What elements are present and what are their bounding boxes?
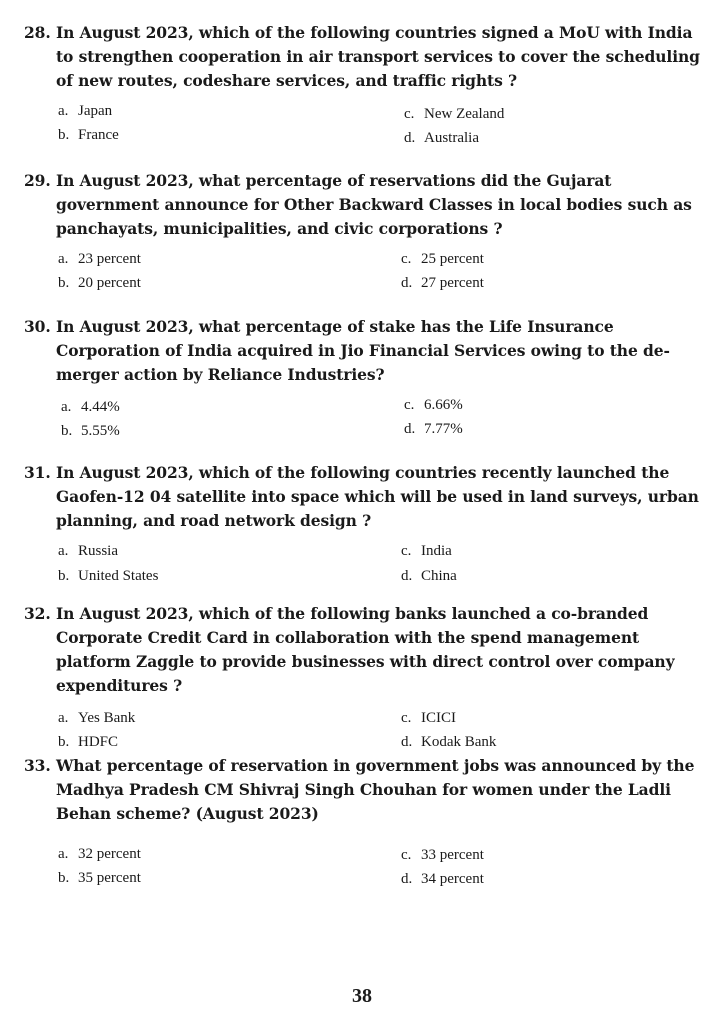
option-text: 5.55%	[81, 423, 120, 439]
question-text	[24, 21, 700, 93]
option-b	[58, 566, 158, 586]
option-letter: b.	[58, 568, 70, 584]
option-letter: c.	[404, 106, 415, 122]
option-b	[58, 125, 119, 145]
option-c	[404, 395, 463, 415]
option-letter: b.	[61, 423, 73, 439]
question-text	[24, 169, 700, 241]
option-letter: a.	[58, 251, 69, 267]
option-text: 27 percent	[421, 275, 484, 291]
option-letter: c.	[401, 251, 412, 267]
question-31	[24, 461, 700, 591]
option-b	[58, 732, 118, 752]
option-b	[61, 421, 120, 441]
option-text: 33 percent	[421, 847, 484, 863]
option-letter: a.	[58, 543, 69, 559]
option-a	[61, 397, 120, 417]
answer-options	[24, 541, 700, 591]
answer-options	[24, 706, 700, 756]
page-number: 38	[352, 985, 372, 1007]
option-text: India	[421, 543, 452, 559]
option-text: 35 percent	[78, 870, 141, 886]
answer-options	[24, 249, 700, 299]
option-a	[58, 844, 141, 864]
option-d	[401, 869, 484, 889]
option-text: China	[421, 568, 457, 584]
option-letter: a.	[61, 399, 72, 415]
option-letter: b.	[58, 734, 70, 750]
question-text	[24, 602, 700, 698]
option-text: HDFC	[78, 734, 119, 750]
option-letter: b.	[58, 870, 70, 886]
question-body: In August 2023, what percentage of stake has the Life Insurance Corporation of India acquired in Jio Financial Services owing to the de-merger action by Reliance Industries?	[56, 317, 670, 384]
option-a	[58, 708, 135, 728]
option-text: 25 percent	[421, 251, 484, 267]
option-letter: c.	[401, 847, 412, 863]
option-text: ICICI	[421, 710, 456, 726]
option-text: Kodak Bank	[421, 734, 497, 750]
option-d	[401, 566, 457, 586]
option-c	[401, 845, 484, 865]
question-body: In August 2023, which of the following countries signed a MoU with India to strengthen cooperation in air transport services to cover the scheduling of new routes, codeshare services, and traffic rights ?	[56, 23, 700, 90]
answer-options	[24, 395, 700, 445]
question-number: 33.	[24, 756, 51, 775]
option-letter: d.	[401, 568, 413, 584]
question-number: 28.	[24, 23, 51, 42]
question-body: In August 2023, what percentage of reservations did the Gujarat government announce for Other Backward Classes in local bodies such as panchayats, municipalities, and civic corporations ?	[56, 171, 692, 238]
option-letter: c.	[401, 543, 412, 559]
option-d	[404, 128, 479, 148]
option-c	[401, 541, 452, 561]
question-32	[24, 602, 700, 756]
question-number: 30.	[24, 317, 51, 336]
question-text	[24, 754, 700, 826]
option-text: Russia	[78, 543, 119, 559]
option-a	[58, 101, 112, 121]
question-30	[24, 315, 700, 445]
option-letter: d.	[404, 421, 416, 437]
option-letter: c.	[404, 397, 415, 413]
option-text: Japan	[78, 103, 113, 119]
option-letter: a.	[58, 846, 69, 862]
option-a	[58, 249, 141, 269]
question-body: What percentage of reservation in government jobs was announced by the Madhya Pradesh CM Shivraj Singh Chouhan for women under the Ladli Behan scheme? (August 2023)	[56, 756, 695, 823]
option-text: 23 percent	[78, 251, 141, 267]
option-text: 34 percent	[421, 871, 484, 887]
option-text: New Zealand	[424, 106, 505, 122]
option-letter: b.	[58, 275, 70, 291]
option-d	[404, 419, 463, 439]
option-text: 32 percent	[78, 846, 141, 862]
option-c	[401, 708, 456, 728]
question-text	[24, 461, 700, 533]
answer-options	[24, 844, 700, 894]
option-a	[58, 541, 118, 561]
option-d	[401, 273, 484, 293]
option-c	[401, 249, 484, 269]
option-letter: d.	[404, 130, 416, 146]
option-letter: c.	[401, 710, 412, 726]
question-body: In August 2023, which of the following banks launched a co-branded Corporate Credit Card in collaboration with the spend management platform Zaggle to provide businesses with direct control over company expenditures ?	[56, 604, 675, 695]
question-number: 32.	[24, 604, 51, 623]
question-29	[24, 169, 700, 299]
option-text: United States	[78, 568, 159, 584]
question-number: 31.	[24, 463, 51, 482]
option-text: 20 percent	[78, 275, 141, 291]
option-letter: d.	[401, 275, 413, 291]
option-c	[404, 104, 504, 124]
question-28	[24, 21, 700, 151]
option-text: France	[78, 127, 119, 143]
answer-options	[24, 101, 700, 151]
option-text: Australia	[424, 130, 479, 146]
question-text	[24, 315, 700, 387]
option-d	[401, 732, 496, 752]
option-letter: a.	[58, 103, 69, 119]
option-b	[58, 273, 141, 293]
question-33	[24, 754, 700, 894]
option-letter: d.	[401, 871, 413, 887]
question-body: In August 2023, which of the following countries recently launched the Gaofen-12 04 satellite into space which will be used in land surveys, urban planning, and road network design ?	[56, 463, 699, 530]
option-letter: a.	[58, 710, 69, 726]
option-letter: d.	[401, 734, 413, 750]
option-text: Yes Bank	[78, 710, 136, 726]
option-text: 7.77%	[424, 421, 463, 437]
question-number: 29.	[24, 171, 51, 190]
option-text: 4.44%	[81, 399, 120, 415]
option-text: 6.66%	[424, 397, 463, 413]
option-b	[58, 868, 141, 888]
option-letter: b.	[58, 127, 70, 143]
